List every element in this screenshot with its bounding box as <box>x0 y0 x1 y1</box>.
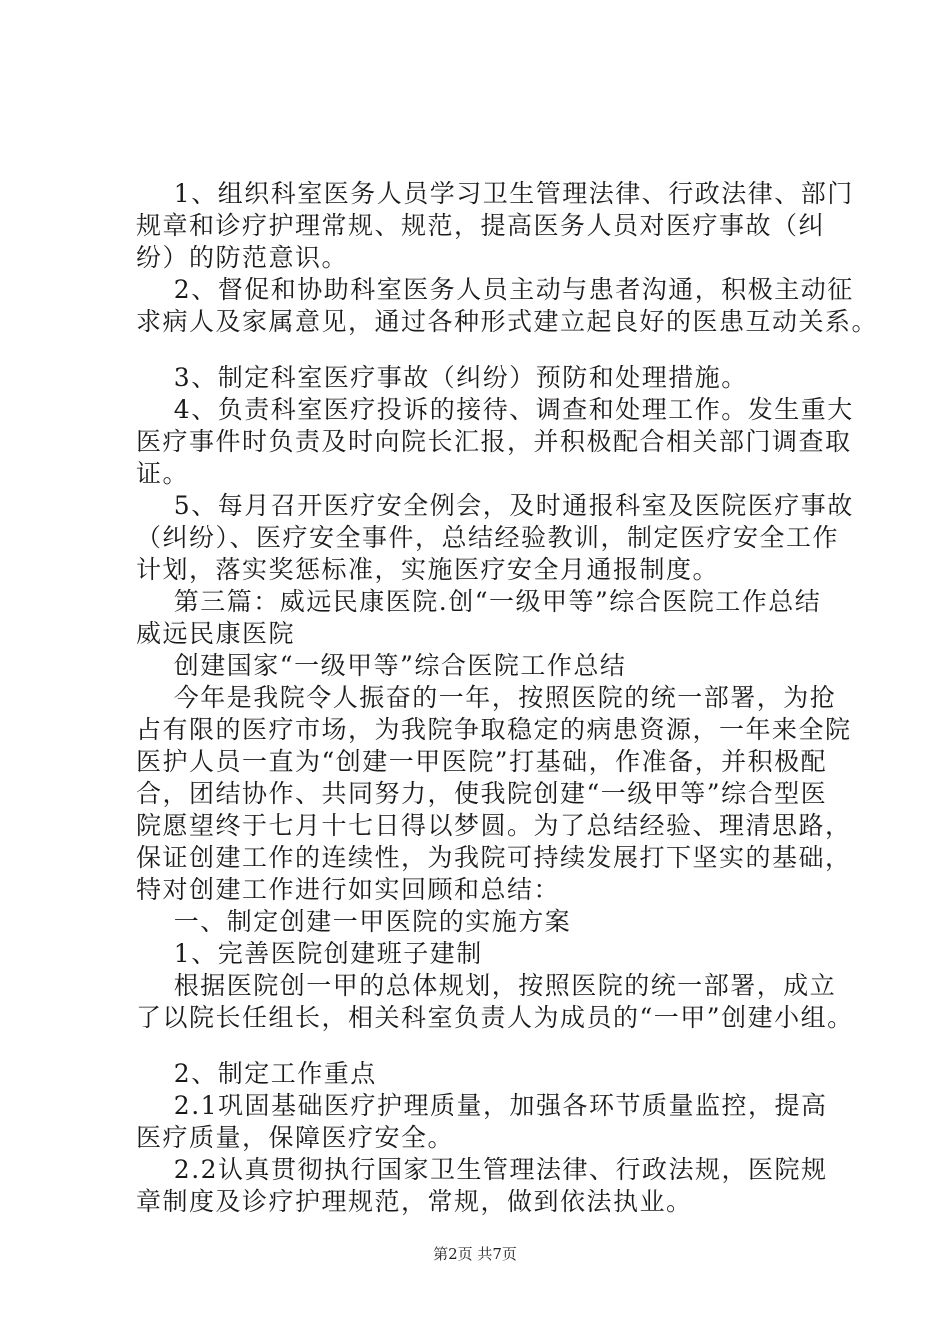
text-line: 合，团结协作、共同努力，使我院创建“一级甲等”综合型医 <box>136 779 828 808</box>
text-line: 今年是我院令人振奋的一年，按照医院的统一部署，为抢 <box>136 683 837 712</box>
text-line: 纷）的防范意识。 <box>136 243 349 272</box>
text-line: 1、组织科室医务人员学习卫生管理法律、行政法律、部门 <box>136 179 854 208</box>
text-line: 2、制定工作重点 <box>136 1059 377 1088</box>
text-line: 3、制定科室医疗事故（纠纷）预防和处理措施。 <box>136 363 748 392</box>
text-line: 特对创建工作进行如实回顾和总结： <box>136 875 561 904</box>
section-heading: 第三篇：威远民康医院.创“一级甲等”综合医院工作总结 <box>136 587 822 616</box>
text-line: 2.1巩固基础医疗护理质量，加强各环节质量监控，提高 <box>136 1091 828 1120</box>
text-line: 2、督促和协助科室医务人员主动与患者沟通，积极主动征 <box>136 275 854 304</box>
text-line: 根据医院创一甲的总体规划，按照医院的统一部署，成立 <box>136 971 837 1000</box>
text-line: 规章和诊疗护理常规、规范，提高医务人员对医疗事故（纠 <box>136 211 826 240</box>
text-line: 5、每月召开医疗安全例会，及时通报科室及医院医疗事故 <box>136 491 854 520</box>
page-number-footer: 第2页 共7页 <box>433 1245 517 1263</box>
text-line: 证。 <box>136 459 190 488</box>
text-line: （纠纷）、医疗安全事件，总结经验教训，制定医疗安全工作 <box>136 523 840 552</box>
text-line: 创建国家“一级甲等”综合医院工作总结 <box>136 651 627 680</box>
text-line: 4、负责科室医疗投诉的接待、调查和处理工作。发生重大 <box>136 395 854 424</box>
text-line: 章制度及诊疗护理规范，常规，做到依法执业。 <box>136 1187 693 1216</box>
text-line: 了以院长任组长，相关科室负责人为成员的“一甲”创建小组。 <box>136 1003 854 1032</box>
text-line: 求病人及家属意见，通过各种形式建立起良好的医患互动关系。 <box>136 307 879 336</box>
text-line: 占有限的医疗市场，为我院争取稳定的病患资源，一年来全院 <box>136 715 852 744</box>
text-line: 医护人员一直为“创建一甲医院”打基础，作准备，并积极配 <box>136 747 828 776</box>
text-line: 一、制定创建一甲医院的实施方案 <box>136 907 572 936</box>
text-line: 1、完善医院创建班子建制 <box>136 939 483 968</box>
text-line: 计划，落实奖惩标准，实施医疗安全月通报制度。 <box>136 555 720 584</box>
text-line: 威远民康医院 <box>136 619 296 648</box>
text-line: 医疗事件时负责及时向院长汇报，并积极配合相关部门调查取 <box>136 427 852 456</box>
text-line: 2.2认真贯彻执行国家卫生管理法律、行政法规，医院规 <box>136 1155 828 1184</box>
text-line: 院愿望终于七月十七日得以梦圆。为了总结经验、理清思路， <box>136 811 852 840</box>
text-line: 医疗质量，保障医疗安全。 <box>136 1123 455 1152</box>
text-line: 保证创建工作的连续性，为我院可持续发展打下坚实的基础， <box>136 843 852 872</box>
